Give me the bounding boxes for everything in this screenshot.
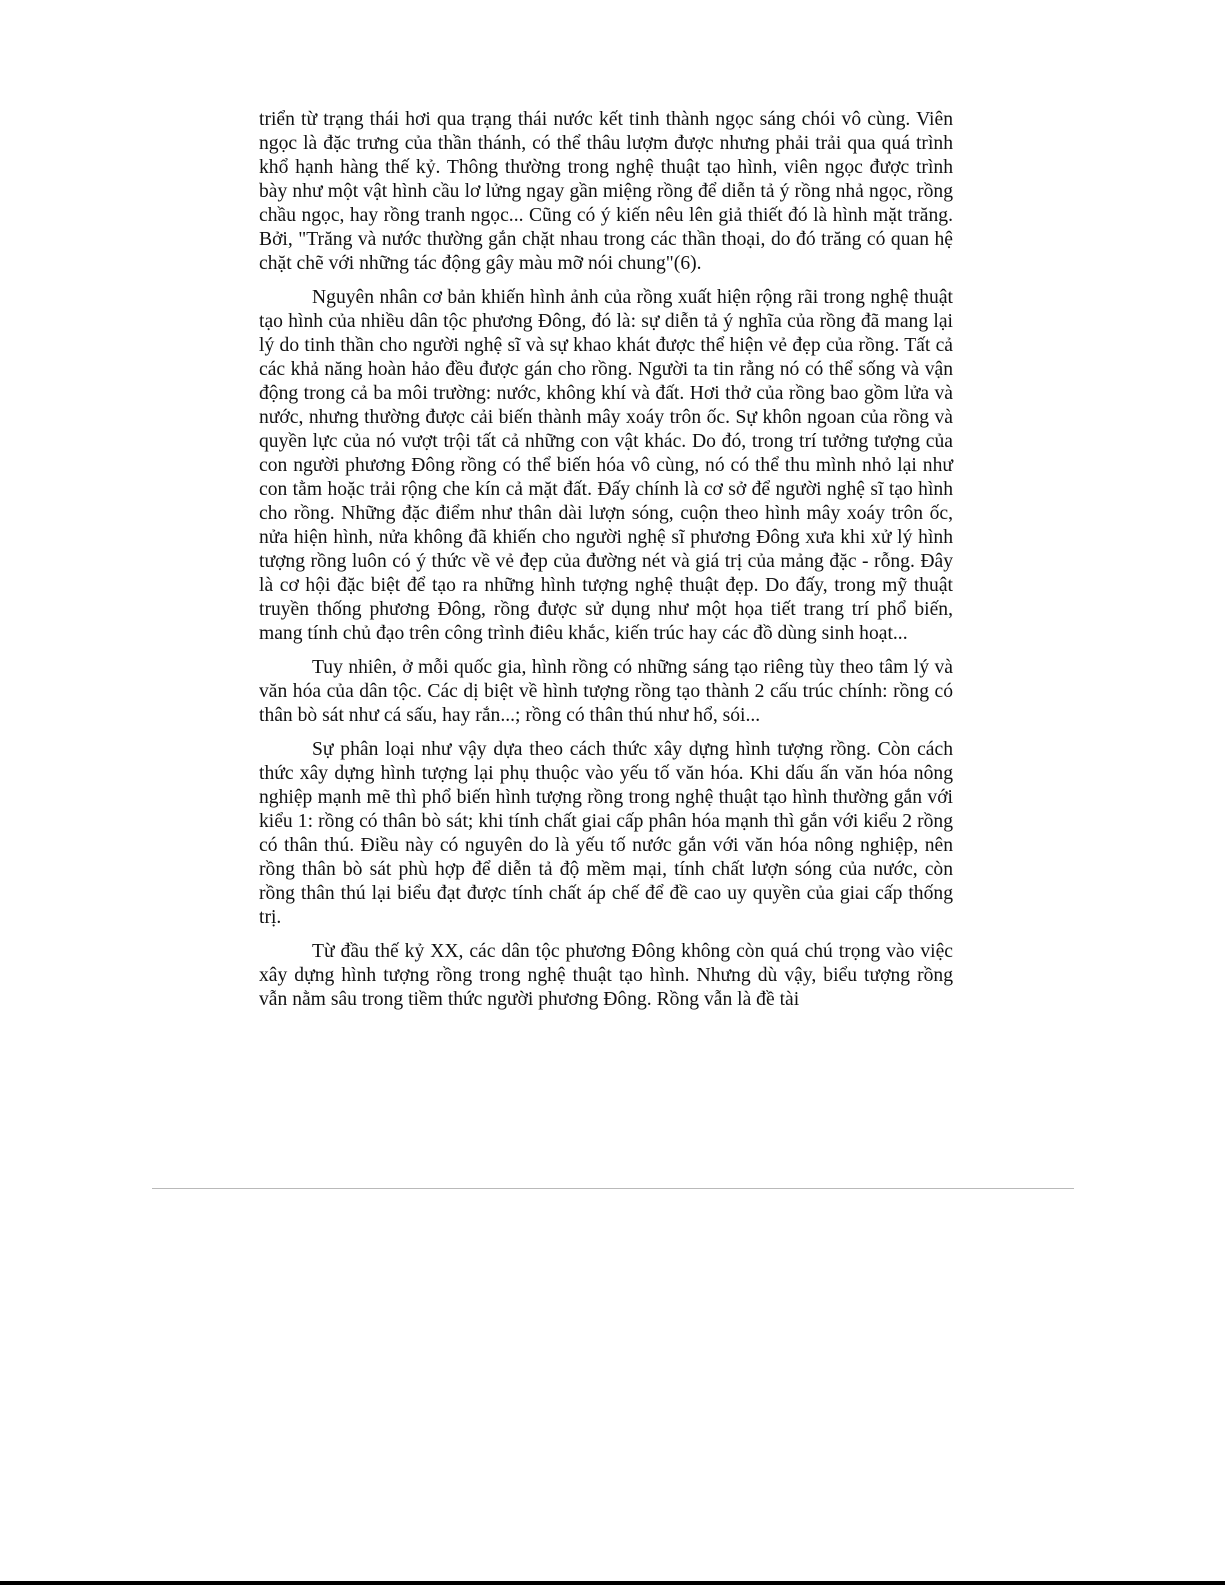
page-bottom-edge — [0, 1581, 1225, 1585]
paragraph-3: Tuy nhiên, ở mỗi quốc gia, hình rồng có những sáng tạo riêng tùy theo tâm lý và văn hóa của dân tộc. Các dị biệt về hình tượng rồng tạo thành 2 cấu trúc chính: rồng có thân bò sát như cá sấu, hay rắn...; rồng có thân thú như hổ, sói... — [259, 657, 953, 726]
paragraph-5: Từ đầu thế kỷ XX, các dân tộc phương Đông không còn quá chú trọng vào việc xây dựng hình tượng rồng trong nghệ thuật tạo hình. Nhưng dù vậy, biểu tượng rồng vẫn nằm sâu trong tiềm thức người phương Đông. Rồng vẫn là đề tài — [259, 941, 953, 1010]
paragraph-2: Nguyên nhân cơ bản khiến hình ảnh của rồng xuất hiện rộng rãi trong nghệ thuật tạo hình của nhiều dân tộc phương Đông, đó là: sự diễn tả ý nghĩa của rồng đã mang lại lý do tinh thần cho người nghệ sĩ và sự khao khát được thể hiện vẻ đẹp của rồng. Tất cả các khả năng hoàn hảo đều được gán cho rồng. Người ta tin rằng nó có thể sống và vận động trong cả ba môi trường: nước, không khí và đất. Hơi thở của rồng bao gồm lửa và nước, nhưng thường được cải biến thành mây xoáy trôn ốc. Sự khôn ngoan của rồng và quyền lực của nó vượt trội tất cả những con vật khác. Do đó, trong trí tưởng tượng của con người phương Đông rồng có thể biến hóa vô cùng, nó có thể thu mình nhỏ lại như con tằm hoặc trải rộng che kín cả mặt đất. Đấy chính là cơ sở để người nghệ sĩ tạo hình cho rồng. Những đặc điểm như thân dài lượn sóng, cuộn theo hình mây xoáy trôn ốc, nửa hiện hình, nửa không đã khiến cho người nghệ sĩ phương Đông xưa khi xử lý hình tượng rồng luôn có ý thức về vẻ đẹp của đường nét và giá trị của mảng đặc - rỗng. Đây là cơ hội đặc biệt để tạo ra những hình tượng nghệ thuật đẹp. Do đấy, trong mỹ thuật truyền thống phương Đông, rồng được sử dụng như một họa tiết trang trí phổ biến, mang tính chủ đạo trên công trình điêu khắc, kiến trúc hay các đồ dùng sinh hoạt... — [259, 287, 953, 644]
page-divider — [152, 1188, 1074, 1189]
paragraph-4: Sự phân loại như vậy dựa theo cách thức xây dựng hình tượng rồng. Còn cách thức xây dựng hình tượng lại phụ thuộc vào yếu tố văn hóa. Khi dấu ấn văn hóa nông nghiệp mạnh mẽ thì phổ biến hình tượng rồng trong nghệ thuật tạo hình thường gắn với kiểu 1: rồng có thân bò sát; khi tính chất giai cấp phân hóa mạnh thì gắn với kiểu 2 rồng có thân thú. Điều này có nguyên do là yếu tố nước gắn với văn hóa nông nghiệp, nên rồng thân bò sát phù hợp để diễn tả độ mềm mại, tính chất lượn sóng của nước, còn rồng thân thú lại biểu đạt được tính chất áp chế để đề cao uy quyền của giai cấp thống trị. — [259, 739, 953, 928]
paragraph-1: triển từ trạng thái hơi qua trạng thái nước kết tinh thành ngọc sáng chói vô cùng. Viên ngọc là đặc trưng của thần thánh, có thể thâu lượm được nhưng phải trải qua quá trình khổ hạnh hàng thế kỷ. Thông thường trong nghệ thuật tạo hình, viên ngọc được trình bày như một vật hình cầu lơ lửng ngay gần miệng rồng để diễn tả ý rồng nhả ngọc, rồng chầu ngọc, hay rồng tranh ngọc... Cũng có ý kiến nêu lên giả thiết đó là hình mặt trăng. Bởi, "Trăng và nước thường gắn chặt nhau trong các thần thoại, do đó trăng có quan hệ chặt chẽ với những tác động gây màu mỡ nói chung"(6). — [259, 109, 953, 274]
document-body — [259, 108, 953, 1022]
